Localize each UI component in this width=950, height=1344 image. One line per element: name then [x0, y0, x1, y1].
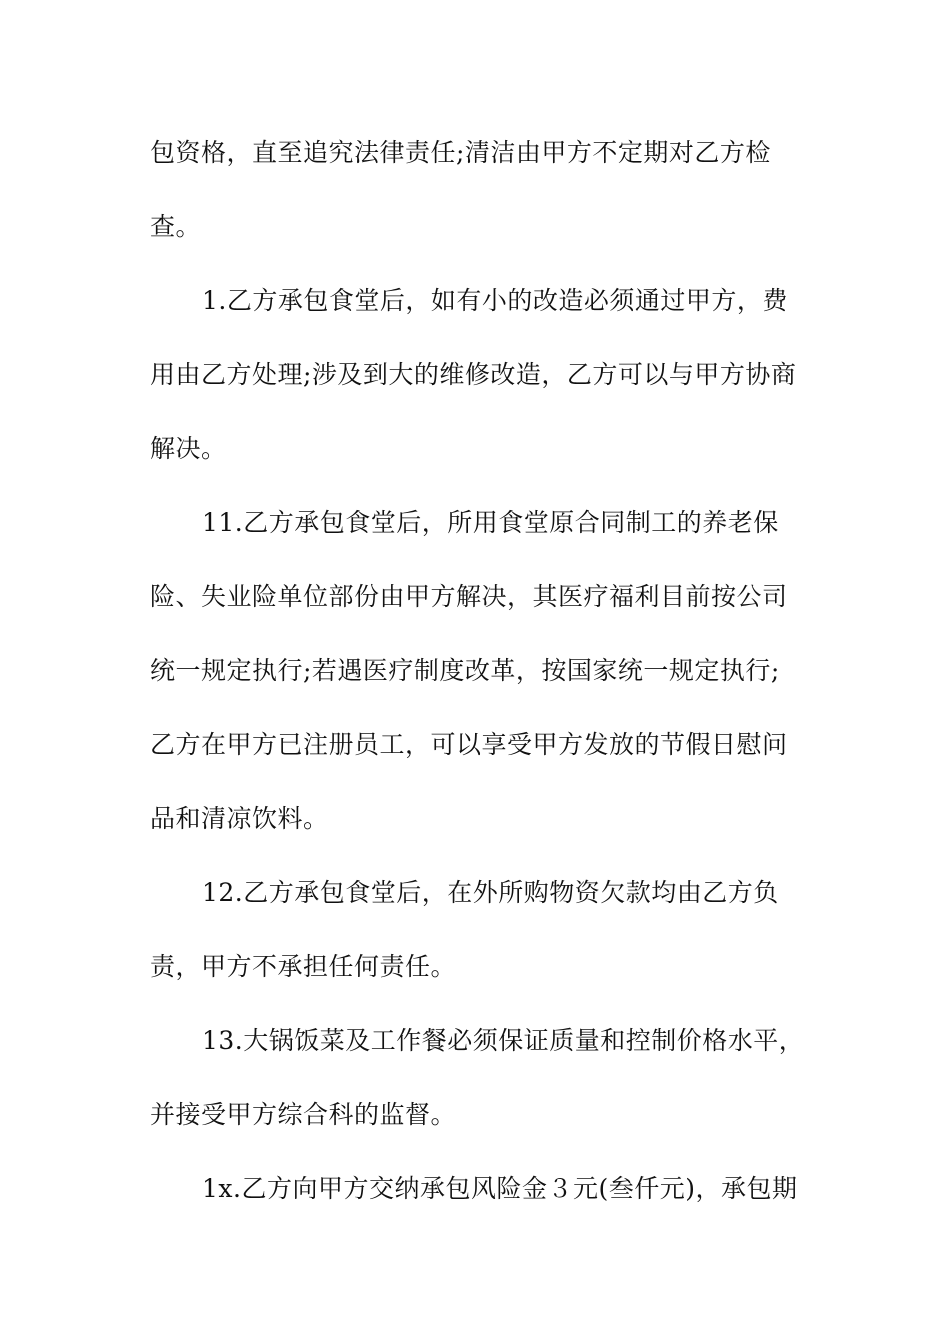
text-line: 包资格，直至追究法律责任;清洁由甲方不定期对乙方检 — [150, 138, 771, 167]
clause-1-line: 1.乙方承包食堂后，如有小的改造必须通过甲方，费 — [202, 286, 788, 315]
clause-12-line: 12.乙方承包食堂后，在外所购物资欠款均由乙方负 — [202, 878, 779, 907]
text-line: 查。 — [150, 212, 202, 241]
text-line: 并接受甲方综合科的监督。 — [150, 1100, 457, 1129]
text-line: 险、失业险单位部份由甲方解决，其医疗福利目前按公司 — [150, 582, 788, 611]
text-line: 用由乙方处理;涉及到大的维修改造，乙方可以与甲方协商 — [150, 360, 797, 389]
text-line: 解决。 — [150, 434, 227, 463]
text-line: 乙方在甲方已注册员工，可以享受甲方发放的节假日慰问 — [150, 730, 788, 759]
document-body — [150, 116, 810, 1226]
text-line: 责，甲方不承担任何责任。 — [150, 952, 457, 981]
text-line: 统一规定执行;若遇医疗制度改革，按国家统一规定执行; — [150, 656, 780, 685]
clause-13-line: 13.大锅饭菜及工作餐必须保证质量和控制价格水平， — [202, 1026, 805, 1055]
clause-11-line: 11.乙方承包食堂后，所用食堂原合同制工的养老保 — [202, 508, 779, 537]
clause-1x-line: 1x.乙方向甲方交纳承包风险金３元(叁仟元)，承包期 — [202, 1174, 798, 1203]
text-line: 品和清凉饮料。 — [150, 804, 329, 833]
